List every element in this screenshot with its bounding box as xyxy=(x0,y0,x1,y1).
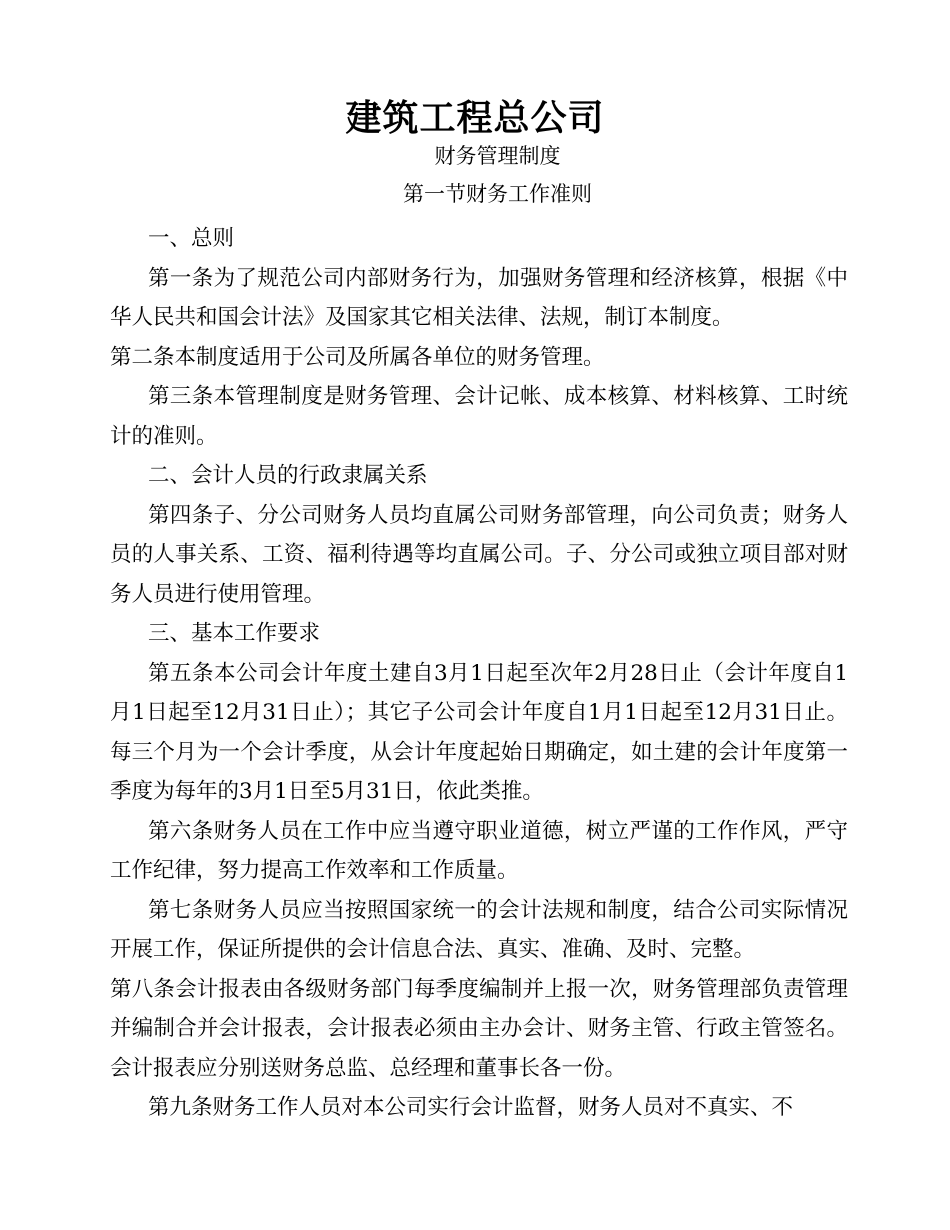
article-1: 第一条为了规范公司内部财务行为，加强财务管理和经济核算，根据《中华人民共和国会计法》及国家其它相关法律、法规，制订本制度。 xyxy=(110,265,848,330)
heading-general-provisions: 一、总则 xyxy=(148,226,235,251)
article-3: 第三条本管理制度是财务管理、会计记帐、成本核算、材料核算、工时统计的准则。 xyxy=(110,384,848,449)
article-2: 第二条本制度适用于公司及所属各单位的财务管理。 xyxy=(110,344,605,370)
document-title: 建筑工程总公司 xyxy=(345,97,605,139)
article-5: 第五条本公司会计年度土建自3月1日起至次年2月28日止（会计年度自1月1日起至12月31日止）；其它子公司会计年度自1月1日起至12月31日止。每三个月为一个会计季度，从会计年度起始日期确定，如土建的会计年度第一季度为每年的3月1日至5月31日，依此类推。 xyxy=(110,660,848,804)
article-6: 第六条财务人员在工作中应当遵守职业道德，树立严谨的工作作风，严守工作纪律，努力提高工作效率和工作质量。 xyxy=(110,818,848,883)
document-subtitle: 财务管理制度 xyxy=(434,144,561,168)
document-body xyxy=(110,219,848,1128)
section-heading: 第一节财务工作准则 xyxy=(403,182,592,206)
article-7: 第七条财务人员应当按照国家统一的会计法规和制度，结合公司实际情况开展工作，保证所提供的会计信息合法、真实、准确、及时、完整。 xyxy=(110,897,848,962)
article-9: 第九条财务工作人员对本公司实行会计监督，财务人员对不真实、不 xyxy=(148,1095,794,1120)
article-8: 第八条会计报表由各级财务部门每季度编制并上报一次，财务管理部负责管理并编制合并会计报表，会计报表必须由主办会计、财务主管、行政主管签名。会计报表应分别送财务总监、总经理和董事长各一份。 xyxy=(110,976,848,1081)
heading-administrative-relations: 二、会计人员的行政隶属关系 xyxy=(148,463,428,488)
article-4: 第四条子、分公司财务人员均直属公司财务部管理，向公司负责；财务人员的人事关系、工资、福利待遇等均直属公司。子、分公司或独立项目部对财务人员进行使用管理。 xyxy=(110,502,848,607)
heading-basic-requirements: 三、基本工作要求 xyxy=(148,621,321,646)
